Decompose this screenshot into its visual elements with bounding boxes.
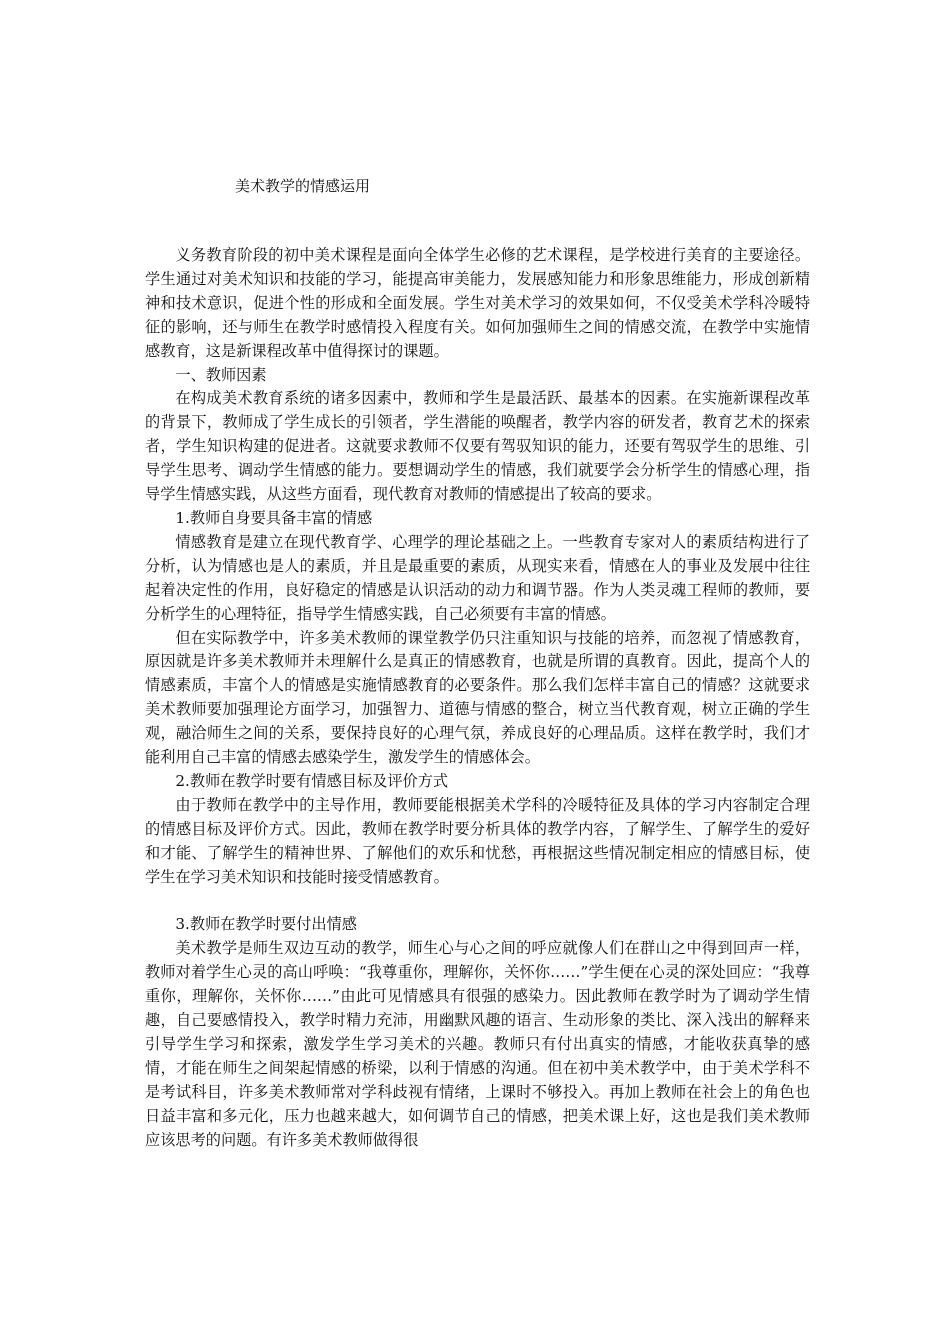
intro-paragraph: 义务教育阶段的初中美术课程是面向全体学生必修的艺术课程，是学校进行美育的主要途径。学生通过对美术知识和技能的学习，能提高审美能力，发展感知能力和形象思维能力，形成创新精神和技术意识，促进个性的形成和全面发展。学生对美术学习的效果如何，不仅受美术学科冷暖特征的影响，还与师生在教学时感情投入程度有关。如何加强师生之间的情感交流，在教学中实施情感教育，这是新课程改革中值得探讨的课题。 bbox=[145, 246, 810, 360]
subheading-give-emotion: 3.教师在教学时要付出情感 bbox=[175, 915, 357, 934]
body-paragraph: 在构成美术教育系统的诸多因素中，教师和学生是最活跃、最基本的因素。在实施新课程改革的背景下，教师成了学生成长的引领者，学生潜能的唤醒者，教学内容的研发者，教育艺术的探索者，学生知识构建的促进者。这就要求教师不仅要有驾驭知识的能力，还要有驾驭学生的思维、引导学生思考、调动学生情感的能力。要想调动学生的情感，我们就要学会分析学生的情感心理，指导学生情感实践，从这些方面看，现代教育对教师的情感提出了较高的要求。 bbox=[145, 389, 810, 504]
document-body bbox=[145, 244, 810, 1152]
subheading-rich-emotion: 1.教师自身要具备丰富的情感 bbox=[175, 508, 373, 527]
body-paragraph: 情感教育是建立在现代教育学、心理学的理论基础之上。一些教育专家对人的素质结构进行了分析，认为情感也是人的素质，并且是最重要的素质，从现实来看，情感在人的事业及发展中往往起着决定性的作用，良好稳定的情感是认识活动的动力和调节器。作为人类灵魂工程师的教师，要分析学生的心理特征，指导学生情感实践，自己必须要有丰富的情感。 bbox=[145, 532, 810, 623]
document-title: 美术教学的情感运用 bbox=[235, 177, 371, 195]
subheading-emotion-goals: 2.教师在教学时要有情感目标及评价方式 bbox=[175, 771, 449, 790]
body-paragraph: 美术教学是师生双边互动的教学，师生心与心之间的呼应就像人们在群山之中得到回声一样，教师对着学生心灵的高山呼唤：“我尊重你，理解你，关怀你……”学生便在心灵的深处回应：“我尊重你，理解你，关怀你……”由此可见情感具有很强的感染力。因此教师在教学时为了调动学生情趣，自己要感情投入，教学时精力充沛，用幽默风趣的语言、生动形象的类比、深入浅出的解释来引导学生学习和探索，激发学生学习美术的兴趣。教师只有付出真实的情感，才能收获真挚的感情，才能在师生之间架起情感的桥梁，以利于情感的沟通。但在初中美术教学中，由于美术学科不是考试科目，许多美术教师常对学科歧视有情绪，上课时不够投入。再加上教师在社会上的角色也日益丰富和多元化，压力也越来越大，如何调节自己的情感，把美术课上好，这也是我们美术教师应该思考的问题。有许多美术教师做得很 bbox=[145, 939, 810, 1149]
section-heading-teacher-factors: 一、教师因素 bbox=[175, 365, 267, 384]
body-paragraph: 由于教师在教学中的主导作用，教师要能根据美术学科的冷暖特征及具体的学习内容制定合理的情感目标及评价方式。因此，教师在教学时要分析具体的教学内容，了解学生、了解学生的爱好和才能、了解学生的精神世界、了解他们的欢乐和忧愁，再根据这些情况制定相应的情感目标，使学生在学习美术知识和技能时接受情感教育。 bbox=[145, 795, 810, 886]
body-paragraph: 但在实际教学中，许多美术教师的课堂教学仍只注重知识与技能的培养，而忽视了情感教育，原因就是许多美术教师并未理解什么是真正的情感教育，也就是所谓的真教育。因此，提高个人的情感素质，丰富个人的情感是实施情感教育的必要条件。那么我们怎样丰富自己的情感？这就要求美术教师要加强理论方面学习，加强智力、道德与情感的整合，树立当代教育观，树立正确的学生观，融洽师生之间的关系，要保持良好的心理气氛，养成良好的心理品质。这样在教学时，我们才能利用自己丰富的情感去感染学生，激发学生的情感体会。 bbox=[145, 628, 810, 767]
